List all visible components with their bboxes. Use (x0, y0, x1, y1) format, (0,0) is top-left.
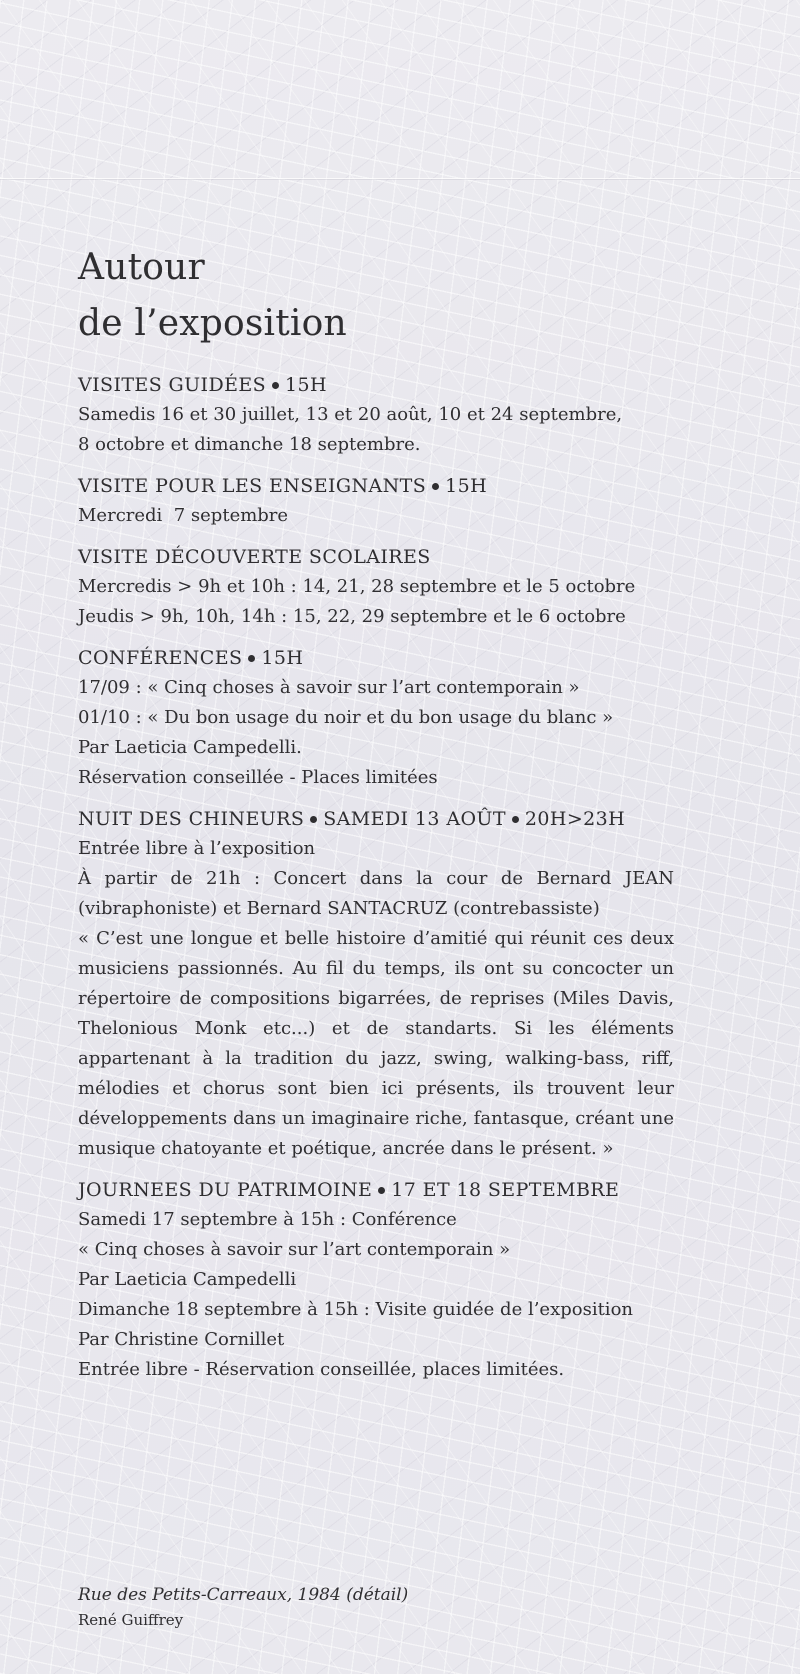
heading-label: VISITE DÉCOUVERTE SCOLAIRES (78, 546, 431, 568)
artwork-title: Rue des Petits-Carreaux, 1984 (détail) (78, 1585, 409, 1605)
section-line: « Cinq choses à savoir sur l’art contemporain » (78, 1239, 511, 1260)
section-line: Par Laeticia Campedelli. (78, 737, 302, 758)
section-heading (78, 804, 718, 834)
concert-description-paragraph: « C’est une longue et belle histoire d’amitié qui réunit ces deux musiciens passionnés. Au fil du temps, ils ont su concocter un répertoire de compositions bigarrées, de reprises (Miles Davis, Thelonious Monk etc...) et de standarts. Si les éléments appartenant à la tradition du jazz, swing, walking-bass, riff, mélodies et chorus sont bien ici présents, ils trouvent leur développements dans un imaginaire riche, fantasque, créant une musique chatoyante et poétique, ancrée dans le présent. » (78, 928, 674, 1159)
section-line: 8 octobre et dimanche 18 septembre. (78, 434, 421, 455)
section-line: Samedi 17 septembre à 15h : Conférence (78, 1209, 457, 1230)
program-content (78, 240, 718, 1396)
heading-label: VISITES GUIDÉES (78, 374, 267, 396)
section-heading (78, 370, 718, 400)
section-heading (78, 471, 718, 501)
section-visite-scolaires (78, 542, 718, 632)
bullet-dot (272, 382, 279, 389)
section-visites-guidees (78, 370, 718, 460)
section-visite-enseignants (78, 471, 718, 531)
heading-time: 15H (445, 475, 488, 497)
section-heading (78, 643, 718, 673)
artwork-artist: René Guiffrey (78, 1611, 184, 1629)
heading-time: 15H (261, 647, 304, 669)
heading-time: 15H (285, 374, 327, 396)
section-line: Par Christine Cornillet (78, 1329, 285, 1350)
heading-label: VISITE POUR LES ENSEIGNANTS (78, 475, 427, 497)
heading-label: NUIT DES CHINEURS (78, 808, 305, 830)
section-line: Samedis 16 et 30 juillet, 13 et 20 août, 10 et 24 septembre, (78, 404, 623, 425)
section-conferences (78, 643, 718, 793)
bullet-dot (512, 816, 519, 823)
section-line: Réservation conseillée - Places limitées (78, 767, 438, 788)
section-heading (78, 542, 718, 572)
heading-time: 20H>23H (524, 808, 626, 830)
bullet-dot (378, 1187, 385, 1194)
section-line: Par Laeticia Campedelli (78, 1269, 297, 1290)
section-heading (78, 1175, 718, 1205)
artwork-caption (78, 1582, 678, 1632)
section-line: Jeudis > 9h, 10h, 14h : 15, 22, 29 septembre et le 6 octobre (78, 606, 626, 627)
bullet-dot (248, 655, 255, 662)
fold-line (0, 178, 800, 180)
section-line: Entrée libre à l’exposition (78, 838, 316, 859)
heading-label: CONFÉRENCES (78, 647, 243, 669)
page-title (78, 240, 718, 352)
section-line: 01/10 : « Du bon usage du noir et du bon usage du blanc » (78, 707, 614, 728)
section-nuit-des-chineurs (78, 804, 718, 1164)
section-line: 17/09 : « Cinq choses à savoir sur l’art contemporain » (78, 677, 580, 698)
section-line: Mercredi 7 septembre (78, 505, 289, 526)
heading-date: SAMEDI 13 AOÛT (323, 808, 506, 830)
bullet-dot (432, 483, 439, 490)
title-line-2: de l’exposition (78, 303, 347, 344)
section-journees-patrimoine (78, 1175, 718, 1385)
concert-paragraph: À partir de 21h : Concert dans la cour de Bernard JEAN (vibraphoniste) et Bernard SANTACRUZ (contrebassiste) (78, 868, 674, 919)
title-line-1: Autour (78, 247, 205, 288)
section-line: Entrée libre - Réservation conseillée, places limitées. (78, 1359, 565, 1380)
bullet-dot (310, 816, 317, 823)
heading-label: JOURNEES DU PATRIMOINE (78, 1179, 373, 1201)
section-line: Dimanche 18 septembre à 15h : Visite guidée de l’exposition (78, 1299, 633, 1320)
heading-date: 17 ET 18 SEPTEMBRE (391, 1179, 620, 1201)
section-line: Mercredis > 9h et 10h : 14, 21, 28 septembre et le 5 octobre (78, 576, 636, 597)
